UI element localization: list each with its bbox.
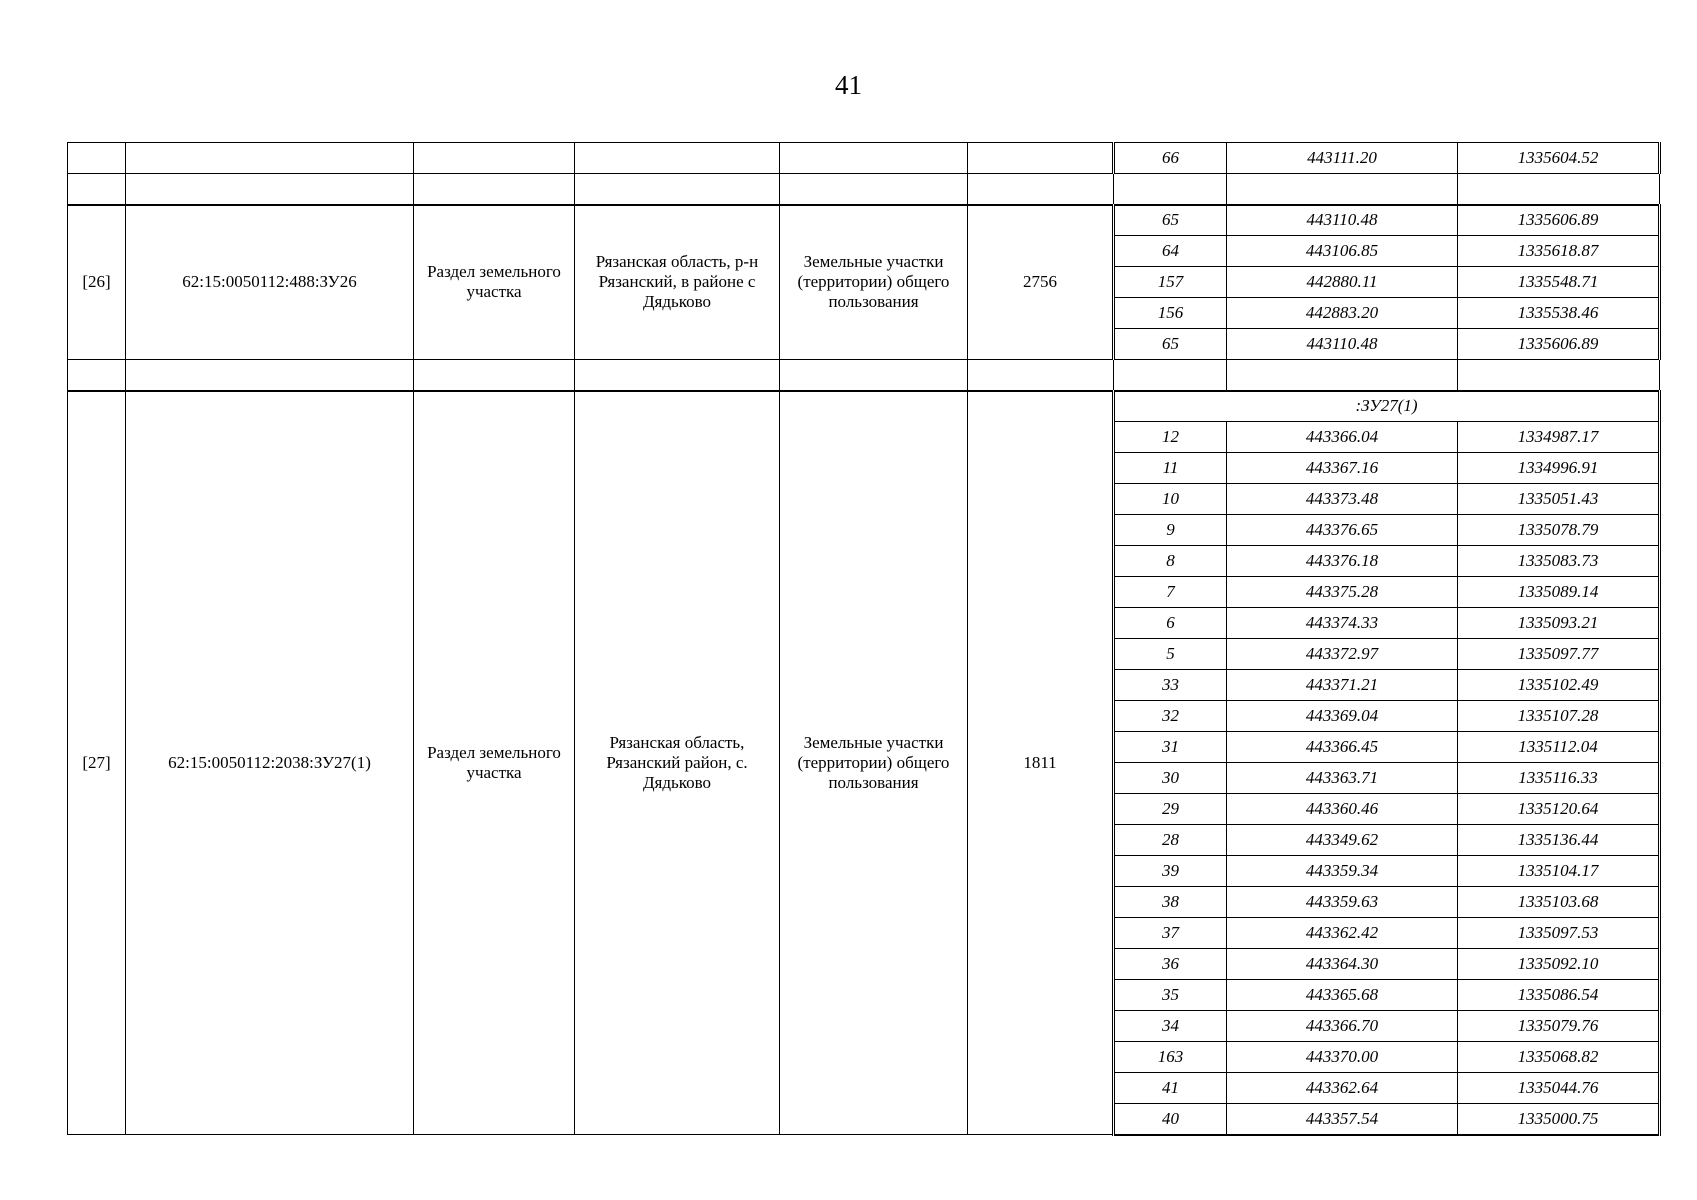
empty-cell xyxy=(968,143,1114,174)
coordinate-x: 443363.71 xyxy=(1227,763,1458,794)
coordinate-x: 443370.00 xyxy=(1227,1042,1458,1073)
continuation-row xyxy=(68,143,1660,174)
coordinate-y: 1335136.44 xyxy=(1458,825,1660,856)
coordinate-x: 443362.42 xyxy=(1227,918,1458,949)
point-number: 33 xyxy=(1114,670,1227,701)
coordinate-y: 1335044.76 xyxy=(1458,1073,1660,1104)
coordinate-x: 443359.34 xyxy=(1227,856,1458,887)
coordinate-x: 443364.30 xyxy=(1227,949,1458,980)
coordinate-y: 1335538.46 xyxy=(1458,298,1660,329)
coordinate-y: 1335083.73 xyxy=(1458,546,1660,577)
coordinate-y: 1335068.82 xyxy=(1458,1042,1660,1073)
coordinate-x: 443376.18 xyxy=(1227,546,1458,577)
coordinate-y: 1335102.49 xyxy=(1458,670,1660,701)
point-number: 157 xyxy=(1114,267,1227,298)
coordinates-table xyxy=(67,142,1661,1136)
point-number: 65 xyxy=(1114,329,1227,360)
point-number: 35 xyxy=(1114,980,1227,1011)
coordinate-x: 443111.20 xyxy=(1227,143,1458,174)
empty-cell xyxy=(1227,360,1458,391)
empty-cell xyxy=(1458,360,1660,391)
point-number: 7 xyxy=(1114,577,1227,608)
point-number: 12 xyxy=(1114,422,1227,453)
point-number: 32 xyxy=(1114,701,1227,732)
coordinate-y: 1335097.53 xyxy=(1458,918,1660,949)
coordinate-x: 443362.64 xyxy=(1227,1073,1458,1104)
point-number: 9 xyxy=(1114,515,1227,546)
point-number: 41 xyxy=(1114,1073,1227,1104)
coordinate-x: 443357.54 xyxy=(1227,1104,1458,1135)
coordinate-x: 443375.28 xyxy=(1227,577,1458,608)
coordinate-x: 443366.70 xyxy=(1227,1011,1458,1042)
point-number: 36 xyxy=(1114,949,1227,980)
record-number: [26] xyxy=(68,205,126,360)
record-row xyxy=(68,391,1660,422)
point-number: 38 xyxy=(1114,887,1227,918)
formation-method: Раздел земельного участка xyxy=(414,391,575,1135)
point-number: 10 xyxy=(1114,484,1227,515)
empty-cell xyxy=(1458,174,1660,205)
coordinate-y: 1335116.33 xyxy=(1458,763,1660,794)
coordinate-x: 442880.11 xyxy=(1227,267,1458,298)
coordinate-x: 443110.48 xyxy=(1227,329,1458,360)
empty-cell xyxy=(575,143,780,174)
point-number: 11 xyxy=(1114,453,1227,484)
page-number: 41 xyxy=(835,70,862,100)
empty-cell xyxy=(68,174,126,205)
coordinate-x: 443371.21 xyxy=(1227,670,1458,701)
empty-cell xyxy=(968,174,1114,205)
coordinate-x: 443374.33 xyxy=(1227,608,1458,639)
coordinate-y: 1335606.89 xyxy=(1458,329,1660,360)
empty-cell xyxy=(575,174,780,205)
empty-cell xyxy=(414,174,575,205)
coordinate-y: 1335104.17 xyxy=(1458,856,1660,887)
empty-cell xyxy=(414,143,575,174)
coordinate-x: 443373.48 xyxy=(1227,484,1458,515)
empty-cell xyxy=(968,360,1114,391)
land-category: Земельные участки (территории) общего пользования xyxy=(780,391,968,1135)
coordinate-y: 1335606.89 xyxy=(1458,205,1660,236)
coordinate-x: 443106.85 xyxy=(1227,236,1458,267)
empty-cell xyxy=(780,143,968,174)
coordinate-x: 443366.04 xyxy=(1227,422,1458,453)
coordinate-y: 1335120.64 xyxy=(1458,794,1660,825)
coordinate-x: 443360.46 xyxy=(1227,794,1458,825)
coordinate-x: 443369.04 xyxy=(1227,701,1458,732)
coordinate-y: 1335604.52 xyxy=(1458,143,1660,174)
coordinate-x: 443349.62 xyxy=(1227,825,1458,856)
coordinate-y: 1334987.17 xyxy=(1458,422,1660,453)
separator-row xyxy=(68,174,1660,205)
empty-cell xyxy=(1114,360,1227,391)
coordinate-y: 1335618.87 xyxy=(1458,236,1660,267)
point-number: 8 xyxy=(1114,546,1227,577)
coordinate-y: 1335078.79 xyxy=(1458,515,1660,546)
coordinate-y: 1335112.04 xyxy=(1458,732,1660,763)
coordinate-x: 443367.16 xyxy=(1227,453,1458,484)
coordinate-x: 442883.20 xyxy=(1227,298,1458,329)
coordinate-y: 1335093.21 xyxy=(1458,608,1660,639)
point-number: 31 xyxy=(1114,732,1227,763)
coordinate-y: 1335092.10 xyxy=(1458,949,1660,980)
record-number: [27] xyxy=(68,391,126,1135)
coordinate-y: 1335103.68 xyxy=(1458,887,1660,918)
point-number: 34 xyxy=(1114,1011,1227,1042)
empty-cell xyxy=(780,360,968,391)
coordinate-x: 443366.45 xyxy=(1227,732,1458,763)
coordinate-y: 1335097.77 xyxy=(1458,639,1660,670)
coordinate-y: 1335051.43 xyxy=(1458,484,1660,515)
address: Рязанская область, р-н Рязанский, в районе с Дядьково xyxy=(575,205,780,360)
coordinate-x: 443110.48 xyxy=(1227,205,1458,236)
point-number: 30 xyxy=(1114,763,1227,794)
coordinate-x: 443359.63 xyxy=(1227,887,1458,918)
coordinate-y: 1335000.75 xyxy=(1458,1104,1660,1135)
empty-cell xyxy=(414,360,575,391)
coordinate-y: 1334996.91 xyxy=(1458,453,1660,484)
area-value: 2756 xyxy=(968,205,1114,360)
point-number: 156 xyxy=(1114,298,1227,329)
point-number: 37 xyxy=(1114,918,1227,949)
land-category: Земельные участки (территории) общего пользования xyxy=(780,205,968,360)
empty-cell xyxy=(68,360,126,391)
coordinate-y: 1335548.71 xyxy=(1458,267,1660,298)
contour-label: :ЗУ27(1) xyxy=(1114,391,1660,422)
cadastral-number: 62:15:0050112:2038:ЗУ27(1) xyxy=(126,391,414,1135)
point-number: 39 xyxy=(1114,856,1227,887)
coordinate-row xyxy=(68,205,1660,236)
coordinate-x: 443365.68 xyxy=(1227,980,1458,1011)
coordinate-y: 1335107.28 xyxy=(1458,701,1660,732)
empty-cell xyxy=(126,143,414,174)
point-number: 6 xyxy=(1114,608,1227,639)
separator-row xyxy=(68,360,1660,391)
point-number: 65 xyxy=(1114,205,1227,236)
empty-cell xyxy=(575,360,780,391)
empty-cell xyxy=(1114,174,1227,205)
point-number: 66 xyxy=(1114,143,1227,174)
coordinate-y: 1335086.54 xyxy=(1458,980,1660,1011)
empty-cell xyxy=(68,143,126,174)
point-number: 163 xyxy=(1114,1042,1227,1073)
empty-cell xyxy=(780,174,968,205)
address: Рязанская область, Рязанский район, с. Дядьково xyxy=(575,391,780,1135)
point-number: 29 xyxy=(1114,794,1227,825)
empty-cell xyxy=(126,360,414,391)
point-number: 64 xyxy=(1114,236,1227,267)
area-value: 1811 xyxy=(968,391,1114,1135)
coordinate-x: 443376.65 xyxy=(1227,515,1458,546)
cadastral-number: 62:15:0050112:488:ЗУ26 xyxy=(126,205,414,360)
coordinate-y: 1335089.14 xyxy=(1458,577,1660,608)
point-number: 28 xyxy=(1114,825,1227,856)
point-number: 40 xyxy=(1114,1104,1227,1135)
coordinate-x: 443372.97 xyxy=(1227,639,1458,670)
coordinate-y: 1335079.76 xyxy=(1458,1011,1660,1042)
formation-method: Раздел земельного участка xyxy=(414,205,575,360)
empty-cell xyxy=(126,174,414,205)
empty-cell xyxy=(1227,174,1458,205)
point-number: 5 xyxy=(1114,639,1227,670)
